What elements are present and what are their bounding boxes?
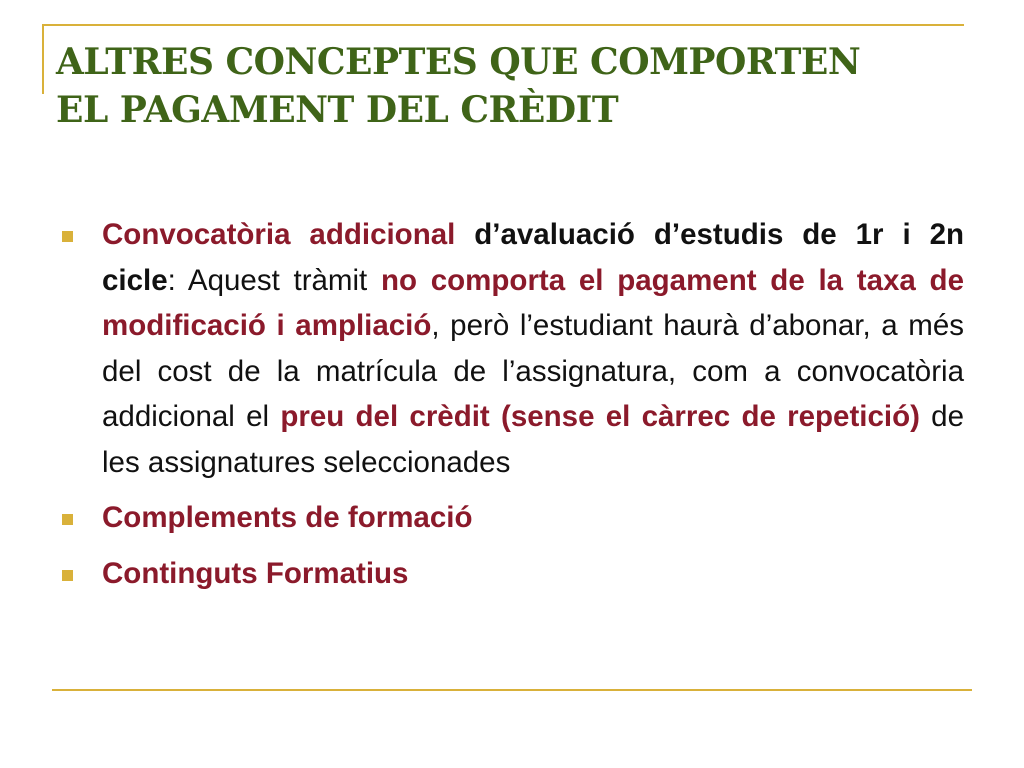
- square-bullet-icon: [62, 514, 73, 525]
- title-line-1: ALTRES CONCEPTES QUE COMPORTEN: [56, 41, 861, 83]
- title-line-2: EL PAGAMENT DEL CRÈDIT: [56, 89, 619, 131]
- item-text: [102, 495, 964, 541]
- square-bullet-icon: [62, 231, 73, 242]
- list-item: [62, 212, 964, 485]
- highlight-text: preu del crèdit (sense el càrrec de repetició): [280, 400, 920, 433]
- plain-text: de les assignatures seleccionades: [102, 400, 964, 479]
- item-text: [102, 212, 964, 485]
- highlight-text: no comporta el pagament de la taxa de modificació i ampliació: [102, 263, 964, 342]
- highlight-text: Continguts Formatius: [102, 556, 409, 590]
- left-rule: [42, 24, 44, 94]
- bullet-list: [62, 212, 964, 606]
- list-item: [62, 551, 964, 597]
- bottom-rule: [52, 689, 972, 691]
- plain-text: : Aquest tràmit: [167, 263, 381, 297]
- slide-title: [56, 38, 986, 134]
- list-item: [62, 495, 964, 541]
- plain-text: , però l’estudiant haurà d’abonar, a més del cost de la matrícula de l’assignatura, com a convocatòria addicional el: [102, 309, 964, 433]
- highlight-text: Complements de formació: [102, 501, 473, 534]
- bold-text: d’avaluació d’estudis de 1r i 2n cicle: [102, 218, 964, 297]
- item-text: [102, 551, 964, 597]
- highlight-text: Convocatòria addicional: [102, 218, 456, 251]
- square-bullet-icon: [62, 570, 73, 581]
- top-rule: [42, 24, 964, 26]
